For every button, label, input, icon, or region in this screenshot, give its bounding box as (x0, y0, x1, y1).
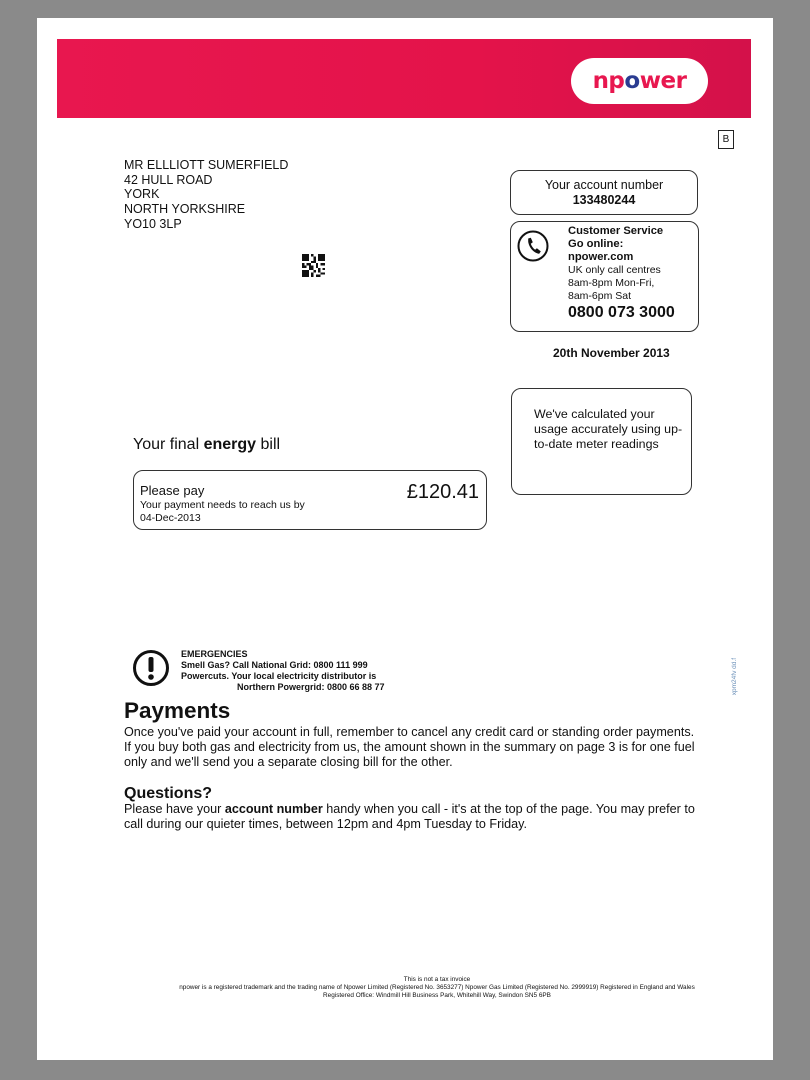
qr-code-icon (302, 254, 325, 277)
payments-heading: Payments (124, 698, 231, 723)
address-line: NORTH YORKSHIRE (124, 202, 246, 217)
questions-heading: Questions? (124, 785, 213, 802)
payments-body: Once you've paid your account in full, remember to cancel any credit card or standing order payments. If you buy both gas and electricity from us, the amount shown in the summary on page 3 is for one fuel only and we'll send you a separate closing bill for the other. (124, 725, 695, 769)
customer-service-box (510, 221, 699, 332)
code-box: B (718, 130, 734, 149)
payment-due-text: Your payment needs to reach us by 04-Dec-2013 (140, 499, 305, 524)
emergencies-title: EMERGENCIES (181, 649, 248, 659)
powercut-notice: Powercuts. Your local electricity distributor is (181, 671, 377, 681)
bill-page (37, 18, 773, 1060)
go-online-label: Go online: (568, 238, 624, 250)
address-line: MR ELLLIOTT SUMERFIELD (124, 158, 289, 172)
final-bill-title: Your final energy bill (133, 436, 281, 453)
side-code: xpm24fv dd.f (731, 658, 738, 696)
opening-hours-saturday: 8am-6pm Sat (568, 290, 632, 302)
payment-box (133, 470, 487, 530)
call-centre-note: UK only call centres (568, 264, 661, 276)
gas-emergency: Smell Gas? Call National Grid: 0800 111 999 (181, 660, 368, 670)
customer-service-phone[interactable]: 0800 073 3000 (568, 304, 675, 321)
account-number-label: Your account number (544, 178, 664, 192)
bill-date: 20th November 2013 (553, 346, 670, 360)
emergencies-notice (181, 649, 385, 693)
address-line: YO10 3LP (124, 216, 182, 231)
npower-logo: npower (571, 58, 708, 104)
footer (137, 976, 737, 1000)
recipient-address (124, 158, 288, 232)
due-date: 04-Dec-2013 (140, 511, 201, 524)
customer-service-text (568, 225, 675, 319)
questions-body: Please have your account number handy when you call - it's at the top of the page. You may prefer to call during our quieter times, between 12pm and 4pm Tuesday to Friday. (124, 802, 695, 831)
footer-registered-office: Registered Office: Windmill Hill Business Park, Whitehill Way, Swindon SN5 6PB (323, 992, 551, 999)
footer-tax-note: This is not a tax invoice (403, 976, 471, 983)
footer-trademark: npower is a registered trademark and the trading name of Npower Limited (Registered No. 3653277) Npower Gas Limited (Registered No. 2999919) Registered in England and Wales (179, 984, 695, 991)
address-line: 42 HULL ROAD (124, 172, 213, 187)
usage-note: We've calculated your usage accurately using up-to-date meter readings (534, 407, 683, 451)
website-link[interactable]: npower.com (568, 251, 634, 263)
usage-note-box (511, 388, 692, 495)
opening-hours-weekday: 8am-8pm Mon-Fri, (568, 277, 655, 289)
phone-icon (517, 230, 549, 262)
account-number: 133480244 (572, 193, 636, 207)
please-pay-label: Please pay (140, 483, 205, 498)
account-number-box (510, 170, 698, 215)
distributor-number: Northern Powergrid: 0800 66 88 77 (237, 682, 385, 692)
warning-icon (132, 649, 170, 687)
amount-due: £120.41 (406, 481, 479, 503)
address-line: YORK (124, 187, 160, 202)
customer-service-title: Customer Service (568, 225, 664, 237)
